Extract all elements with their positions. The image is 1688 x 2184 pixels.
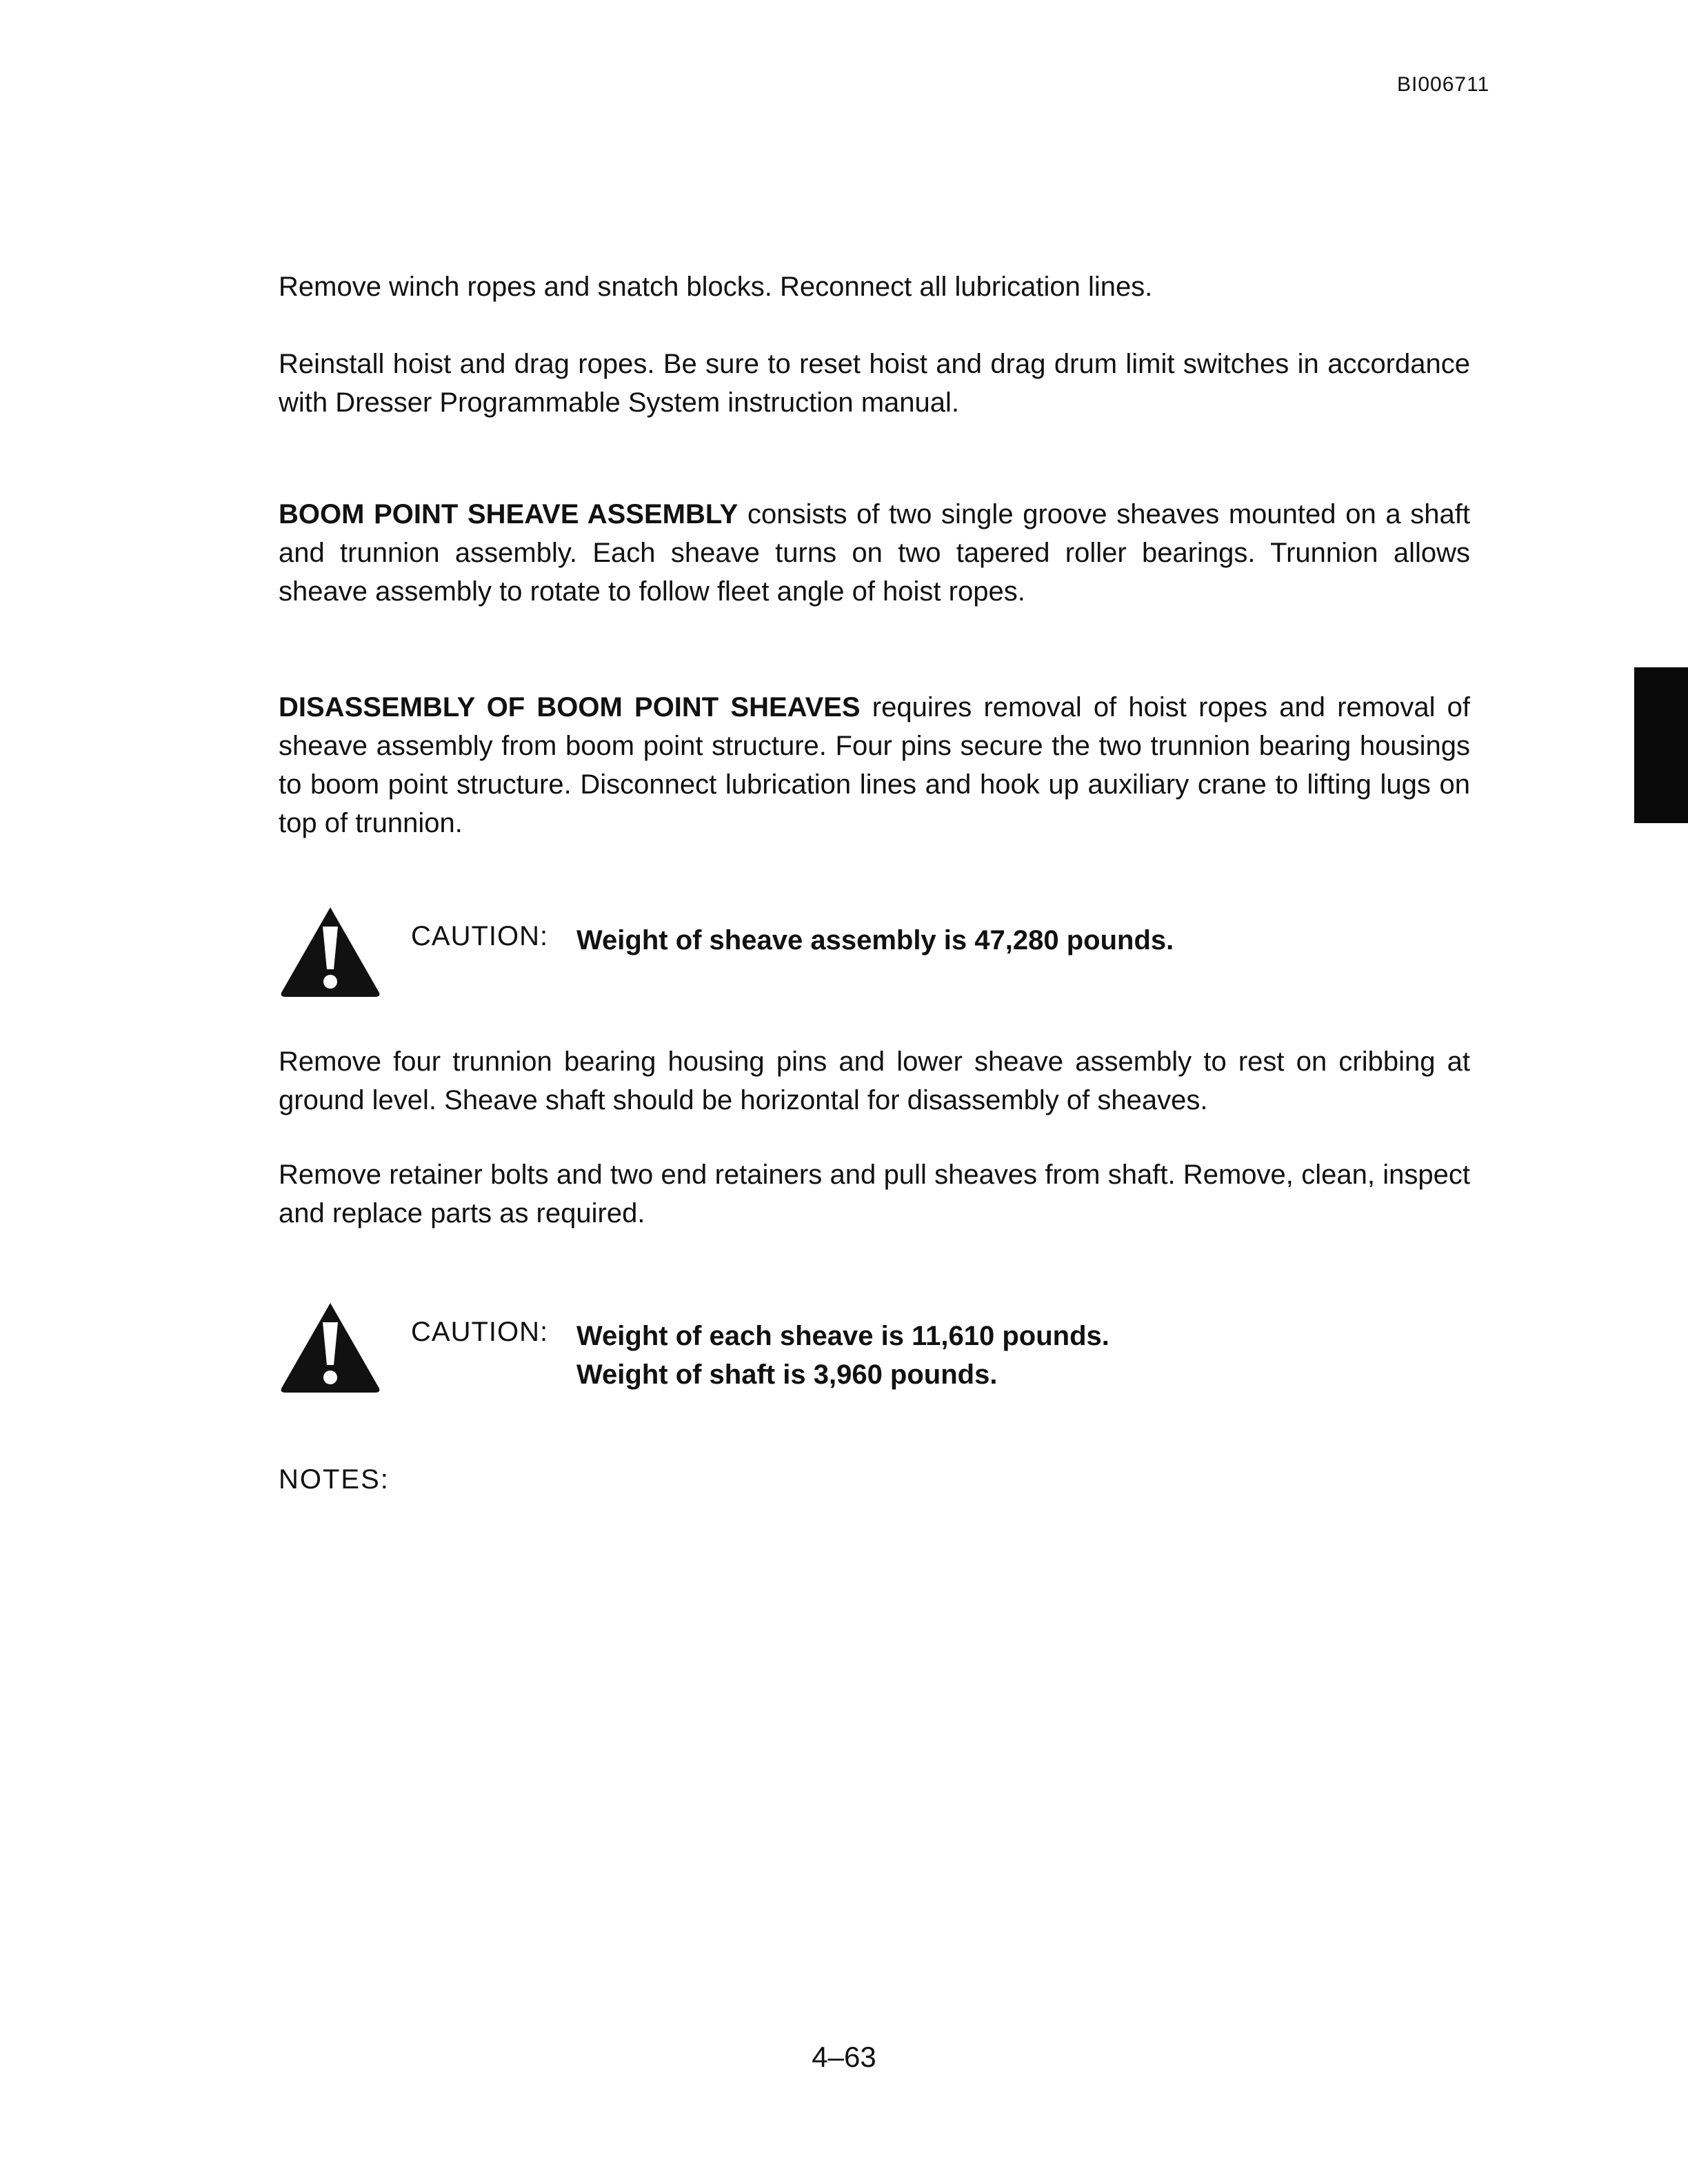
section-tab-marker [1634,667,1688,823]
paragraph-reinstall-ropes: Reinstall hoist and drag ropes. Be sure to reset hoist and drag drum limit switches in accordance with Dresser Programmable System instruction manual. [279,349,1470,418]
warning-triangle-icon [279,1300,382,1394]
caution-block-sheave-shaft-weight [279,1300,1470,1397]
caution-text [576,921,1174,960]
section-body-boom-point-sheave-assembly: consists of two single groove sheaves mounted on a shaft and trunnion assembly. Each sheave turns on two tapered roller bearings. Trunnion allows sheave assembly to rotate to follow fleet angle of hoist ropes. [279,499,1470,607]
caution-block-assembly-weight [279,904,1470,1001]
caution-line: Weight of shaft is 3,960 pounds. [576,1359,998,1390]
caution-label: CAUTION: [411,1317,549,1347]
caution-text [576,1317,1109,1394]
document-id: BI006711 [1397,73,1490,96]
paragraph-disassembly-of-sheaves [279,688,1470,842]
section-heading-boom-point-sheave-assembly: BOOM POINT SHEAVE ASSEMBLY [279,499,738,529]
paragraph-remove-trunnion-pins: Remove four trunnion bearing housing pins and lower sheave assembly to rest on cribbing at ground level. Sheave shaft should be horizontal for disassembly of sheaves. [279,1046,1470,1115]
paragraph-boom-point-sheave-assembly [279,495,1470,611]
paragraph-remove-retainer-bolts: Remove retainer bolts and two end retainers and pull sheaves from shaft. Remove, clean, inspect and replace parts as required. [279,1160,1470,1228]
paragraph-remove-winch-ropes: Remove winch ropes and snatch blocks. Reconnect all lubrication lines. [279,272,1153,302]
page-number: 4–63 [812,2041,876,2073]
caution-line: Weight of each sheave is 11,610 pounds. [576,1321,1109,1351]
section-body-disassembly-of-sheaves: requires removal of hoist ropes and removal of sheave assembly from boom point structure. Four pins secure the two trunnion bearing housings to boom point structure. Disconnect lubrication lines and hook up auxiliary crane to lifting lugs on top of trunnion. [279,692,1470,838]
notes-label: NOTES: [279,1464,390,1495]
caution-label: CAUTION: [411,921,549,951]
warning-triangle-icon [279,904,382,998]
section-heading-disassembly-of-sheaves: DISASSEMBLY OF BOOM POINT SHEAVES [279,692,861,722]
caution-line: Weight of sheave assembly is 47,280 pounds. [576,925,1174,956]
